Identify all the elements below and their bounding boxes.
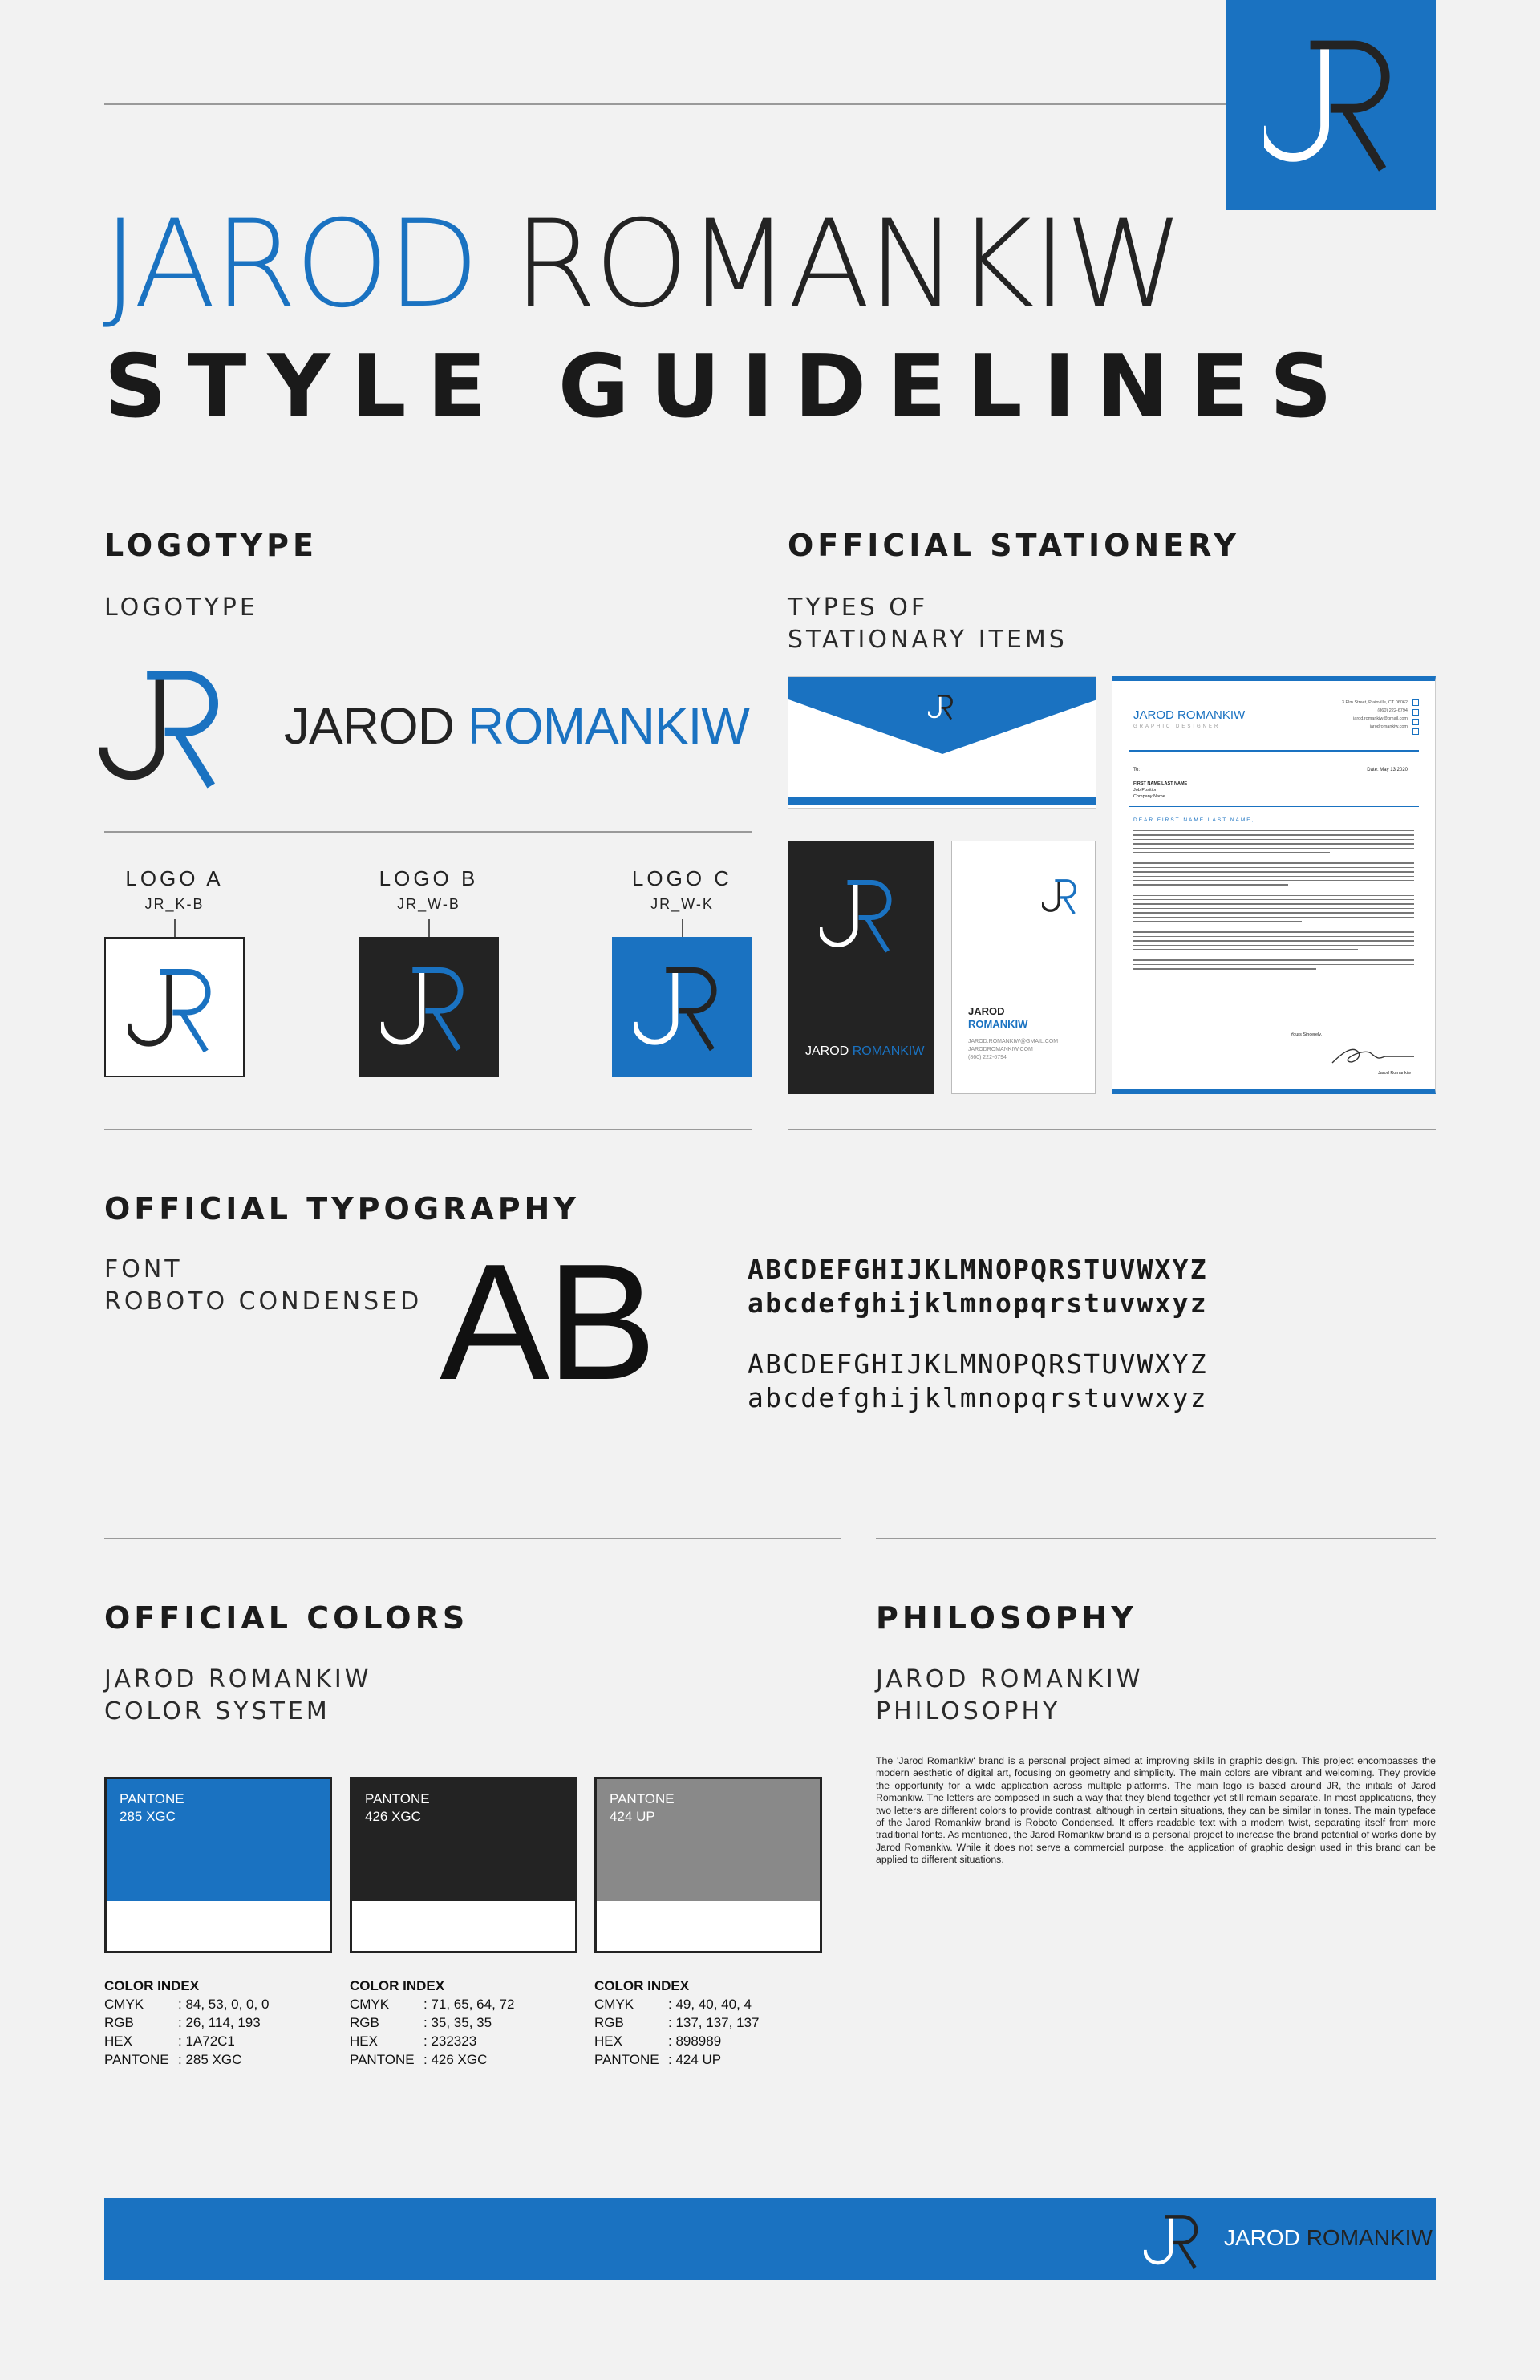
card-dark-first: JAROD xyxy=(805,1044,849,1058)
card-white-email: JAROD.ROMANKIW@GMAIL.COM xyxy=(968,1039,1059,1044)
letter-recipient-block xyxy=(1133,780,1187,800)
alphabet-upper-bold: ABCDEFGHIJKLMNOPQRSTUVWXYZ xyxy=(748,1254,1208,1285)
blue-rgb: : 26, 114, 193 xyxy=(178,2015,261,2030)
stationery-bottom-rule xyxy=(788,1129,1436,1130)
logo-b-tick xyxy=(428,919,430,937)
main-jr-logo-icon xyxy=(90,663,250,791)
envelope-mockup xyxy=(788,676,1096,809)
footer-bar xyxy=(104,2198,1436,2280)
card-white-phone: (860) 222-6794 xyxy=(968,1055,1007,1060)
jr-white-black-icon xyxy=(634,961,731,1053)
wordmark-first: JAROD xyxy=(284,697,454,755)
card-dark-name xyxy=(805,1044,924,1059)
letter-company: Company Name xyxy=(1133,794,1165,799)
logo-a-tick xyxy=(174,919,176,937)
header-rule xyxy=(104,103,1227,105)
card-white-jr-icon xyxy=(1042,877,1082,915)
colors-heading: OFFICIAL COLORS xyxy=(104,1600,469,1636)
letter-recipient-title: Job Position xyxy=(1133,788,1157,793)
letter-email: jarod.romankiw@gmail.com xyxy=(1353,716,1408,721)
typography-sub-line2: ROBOTO CONDENSED xyxy=(104,1287,423,1316)
swatch-grey-pantone-code: 424 UP xyxy=(610,1809,655,1824)
letter-closing: Yours Sincerely, xyxy=(1291,1032,1323,1037)
logo-c-code: JR_W-K xyxy=(650,896,714,912)
letter-signature-name: Jarod Romankiw xyxy=(1378,1071,1411,1076)
letter-body-lines xyxy=(1133,830,1414,973)
grey-rgb: : 137, 137, 137 xyxy=(668,2015,760,2030)
swatch-grey xyxy=(594,1777,822,1953)
card-white-site: JARODROMANKIW.COM xyxy=(968,1047,1033,1052)
logo-a-label: LOGO A xyxy=(125,866,224,890)
swatch-dark xyxy=(350,1777,578,1953)
philosophy-sub-line2: PHILOSOPHY xyxy=(876,1697,1061,1725)
label-rgb: RGB xyxy=(594,2015,624,2030)
color-index-dark xyxy=(350,1977,514,2069)
swatch-blue-pantone-label: PANTONE xyxy=(120,1791,184,1806)
letter-phone: (860) 222-6794 xyxy=(1377,708,1408,713)
wordmark-last: ROMANKIW xyxy=(467,697,749,755)
dark-hex: : 232323 xyxy=(424,2033,477,2049)
logo-c-label: LOGO C xyxy=(631,866,733,890)
jr-monogram-icon xyxy=(1264,30,1408,175)
dark-rgb: : 35, 35, 35 xyxy=(424,2015,492,2030)
footer-last: ROMANKIW xyxy=(1306,2225,1433,2250)
dark-pantone: : 426 XGC xyxy=(424,2052,488,2067)
jr-black-blue-icon xyxy=(128,963,225,1055)
stationery-sub-line1: TYPES OF xyxy=(788,594,929,622)
stationery-sub-line2: STATIONARY ITEMS xyxy=(788,626,1068,654)
logo-wordmark xyxy=(284,696,749,756)
jr-white-blue-icon xyxy=(381,961,477,1053)
page-title xyxy=(103,195,1182,334)
philosophy-subheading xyxy=(876,1664,1143,1728)
letter-address: 3 Elm Street, Plainville, CT 06062 xyxy=(1341,700,1408,705)
blue-cmyk: : 84, 53, 0, 0, 0 xyxy=(178,1997,270,2012)
swatch-grey-fill xyxy=(597,1779,820,1901)
swatch-blue-fill xyxy=(107,1779,330,1901)
letter-recipient: FIRST NAME LAST NAME xyxy=(1133,781,1188,786)
label-pantone: PANTONE xyxy=(594,2052,659,2067)
typography-sub-line1: FONT xyxy=(104,1255,183,1283)
label-pantone: PANTONE xyxy=(104,2052,169,2067)
letterhead-mockup xyxy=(1112,676,1436,1094)
logotype-bottom-rule xyxy=(104,1129,752,1130)
letter-to: To: xyxy=(1133,768,1141,772)
title-first-name: JAROD xyxy=(103,195,478,334)
dark-cmyk: : 71, 65, 64, 72 xyxy=(424,1997,515,2012)
label-hex: HEX xyxy=(104,2033,132,2049)
footer-jr-icon xyxy=(1144,2211,1208,2270)
grey-cmyk: : 49, 40, 40, 4 xyxy=(668,1997,752,2012)
logo-c-box xyxy=(612,937,752,1077)
logo-b-label: LOGO B xyxy=(379,866,479,890)
color-index-dark-heading: COLOR INDEX xyxy=(350,1978,445,1993)
logo-b-code: JR_W-B xyxy=(397,896,460,912)
colors-subheading xyxy=(104,1664,371,1728)
colors-sub-line2: COLOR SYSTEM xyxy=(104,1697,330,1725)
letter-header-rule xyxy=(1129,750,1419,752)
swatch-grey-pantone-label: PANTONE xyxy=(610,1791,675,1806)
letter-contact xyxy=(1342,699,1408,731)
logo-variant-a xyxy=(104,866,245,1077)
color-index-grey xyxy=(594,1977,759,2069)
letter-date: Date: May 13 2020 xyxy=(1367,768,1408,772)
title-last-name: ROMANKIW xyxy=(513,195,1182,334)
label-rgb: RGB xyxy=(350,2015,379,2030)
label-cmyk: CMYK xyxy=(104,1997,144,2012)
logo-a-code: JR_K-B xyxy=(144,896,205,912)
philosophy-body: The 'Jarod Romankiw' brand is a personal project aimed at improving skills in graphic design. This project encompasses the modern aesthetic of digital art, focusing on geometry and simplicity. The main colors are vibrant and welcoming. They provide the opportunity for a wide application across multiple platforms. The main logo is based around JR, the initials of Jarod Romankiw. The letters are composed in such a way that they blend together yet still remain separate. In most applications, they two letters are different colors to provide contrast, although in certain situations, they can be similar in tones. The main typeface of the Jarod Romankiw brand is Roboto Condensed. It offers readable text with a modern twist, separating itself from more traditional fonts. As mentioned, the Jarod Romankiw brand is a personal project to increase the brand potential of works done by Jarod Romankiw. While it does not serve a commercial purpose, the application of graphic design used in this brand can be applied to different situations. xyxy=(876,1755,1436,1866)
label-cmyk: CMYK xyxy=(594,1997,634,2012)
envelope-jr-icon xyxy=(928,693,957,720)
signature-icon xyxy=(1329,1044,1417,1068)
grey-hex: : 898989 xyxy=(668,2033,722,2049)
letter-name: JAROD ROMANKIW xyxy=(1133,708,1246,722)
footer-first: JAROD xyxy=(1224,2225,1300,2250)
swatch-dark-pantone-label: PANTONE xyxy=(365,1791,430,1806)
letter-rule2 xyxy=(1129,806,1419,807)
swatch-blue-pantone-code: 285 XGC xyxy=(120,1809,176,1824)
letter-greeting: DEAR FIRST NAME LAST NAME, xyxy=(1133,817,1255,823)
colors-sub-line1: JAROD ROMANKIW xyxy=(104,1665,372,1693)
typography-bottom-rule-left xyxy=(104,1538,841,1539)
logotype-subheading: LOGOTYPE xyxy=(104,594,258,622)
card-white-name2: ROMANKIW xyxy=(968,1018,1028,1030)
philosophy-heading: PHILOSOPHY xyxy=(876,1600,1137,1636)
card-white-name1: JAROD xyxy=(968,1005,1005,1017)
label-pantone: PANTONE xyxy=(350,2052,415,2067)
typography-subheading xyxy=(104,1254,422,1318)
footer-wordmark xyxy=(1224,2225,1433,2251)
grey-pantone: : 424 UP xyxy=(668,2052,722,2067)
page-subtitle: STYLE GUIDELINES xyxy=(104,337,1353,437)
typography-heading: OFFICIAL TYPOGRAPHY xyxy=(104,1191,580,1226)
letter-contact-icons xyxy=(1412,699,1419,735)
swatch-blue xyxy=(104,1777,332,1953)
card-dark-last: ROMANKIW xyxy=(852,1044,925,1058)
typography-bottom-rule-right xyxy=(876,1538,1436,1539)
alphabet-lower-bold: abcdefghijklmnopqrstuvwxyz xyxy=(748,1287,1208,1319)
logo-a-box xyxy=(104,937,245,1077)
philosophy-sub-line1: JAROD ROMANKIW xyxy=(876,1665,1144,1693)
label-hex: HEX xyxy=(350,2033,378,2049)
logotype-divider xyxy=(104,831,752,833)
card-dark-jr-icon xyxy=(820,874,904,955)
logotype-heading: LOGOTYPE xyxy=(104,528,318,563)
stationery-subheading xyxy=(788,592,1068,656)
alphabet-lower-regular: abcdefghijklmnopqrstuvwxyz xyxy=(748,1382,1208,1413)
stationery-heading: OFFICIAL STATIONERY xyxy=(788,528,1240,563)
business-card-white xyxy=(951,841,1096,1094)
swatch-dark-pantone-code: 426 XGC xyxy=(365,1809,421,1824)
color-index-grey-heading: COLOR INDEX xyxy=(594,1978,690,1993)
alphabet-upper-regular: ABCDEFGHIJKLMNOPQRSTUVWXYZ xyxy=(748,1348,1208,1380)
color-index-blue-heading: COLOR INDEX xyxy=(104,1978,200,1993)
logo-b-box xyxy=(359,937,499,1077)
swatch-dark-fill xyxy=(352,1779,575,1901)
logo-variant-c xyxy=(612,866,752,1077)
logo-c-tick xyxy=(682,919,683,937)
blue-hex: : 1A72C1 xyxy=(178,2033,235,2049)
logo-variant-b xyxy=(359,866,499,1077)
label-hex: HEX xyxy=(594,2033,622,2049)
color-index-blue xyxy=(104,1977,269,2069)
label-rgb: RGB xyxy=(104,2015,134,2030)
corner-logo xyxy=(1226,0,1436,210)
blue-pantone: : 285 XGC xyxy=(178,2052,242,2067)
typeface-sample: AB xyxy=(440,1230,654,1414)
letter-tagline: GRAPHIC DESIGNER xyxy=(1133,724,1221,729)
letter-site: jarodromankiw.com xyxy=(1369,724,1408,729)
label-cmyk: CMYK xyxy=(350,1997,390,2012)
business-card-dark xyxy=(788,841,934,1094)
